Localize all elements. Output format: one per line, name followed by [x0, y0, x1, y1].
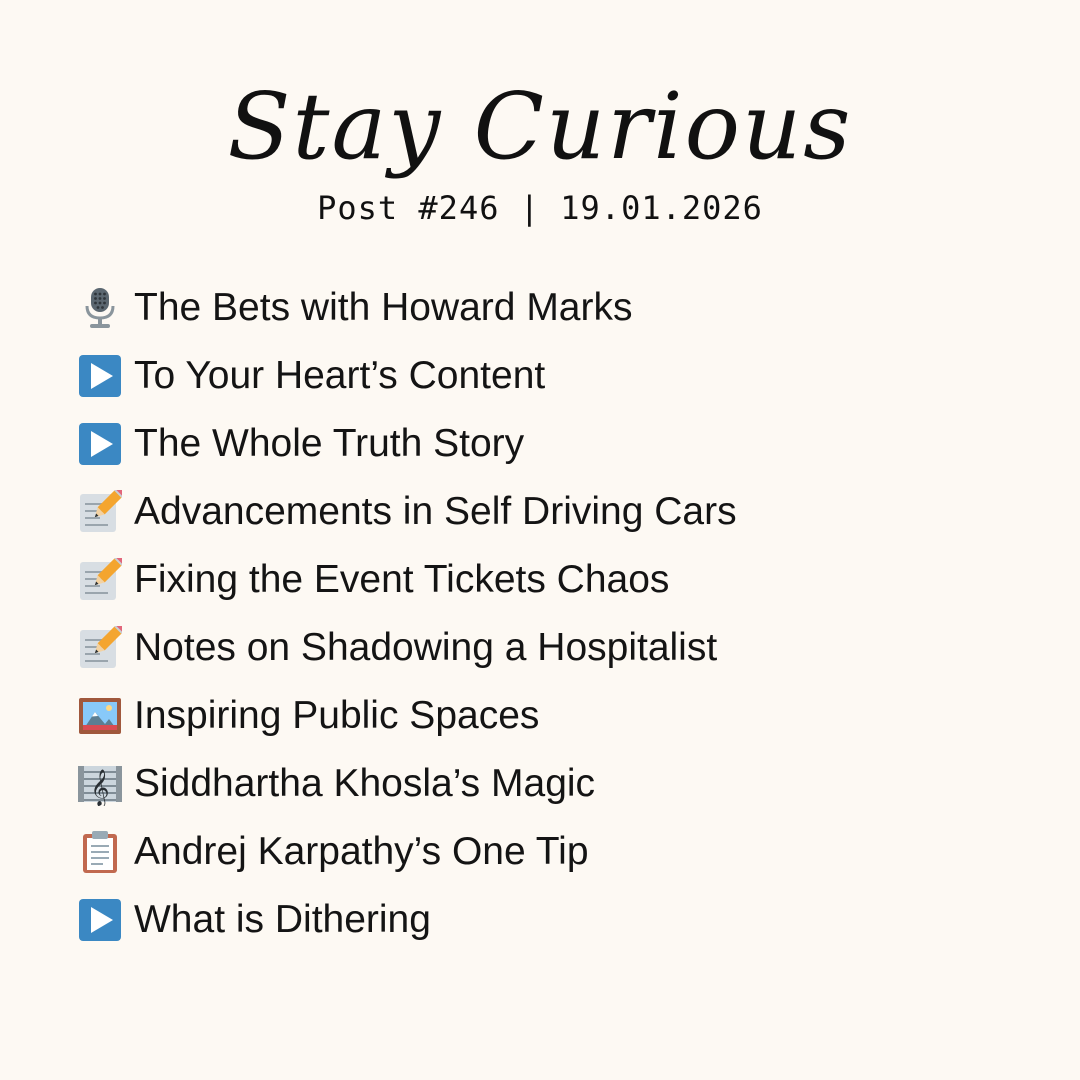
link-list — [78, 274, 1038, 954]
memo-pencil-icon — [78, 626, 122, 670]
memo-pencil-icon — [78, 490, 122, 534]
play-button-icon — [78, 898, 122, 942]
list-item-label: Andrej Karpathy’s One Tip — [134, 830, 589, 873]
list-item-label: The Whole Truth Story — [134, 422, 525, 465]
list-item[interactable] — [78, 818, 1038, 886]
list-item[interactable] — [78, 614, 1038, 682]
svg-text:𝄞: 𝄞 — [90, 768, 110, 806]
list-item[interactable] — [78, 886, 1038, 954]
clipboard-icon — [78, 830, 122, 874]
musical-score-icon — [78, 762, 122, 806]
play-button-icon — [78, 354, 122, 398]
list-item[interactable] — [78, 682, 1038, 750]
post-meta: Post #246 | 19.01.2026 — [317, 189, 763, 227]
microphone-icon — [78, 286, 122, 330]
list-item[interactable] — [78, 478, 1038, 546]
list-item-label: What is Dithering — [134, 898, 431, 941]
list-item[interactable] — [78, 546, 1038, 614]
list-item-label: Inspiring Public Spaces — [134, 694, 540, 737]
list-item[interactable] — [78, 342, 1038, 410]
list-item[interactable] — [78, 410, 1038, 478]
memo-pencil-icon — [78, 558, 122, 602]
list-item-label: Fixing the Event Tickets Chaos — [134, 558, 670, 601]
play-button-icon — [78, 422, 122, 466]
list-item-label: Siddhartha Khosla’s Magic — [134, 762, 596, 805]
page-title: Stay Curious — [227, 73, 853, 180]
list-item[interactable] — [78, 274, 1038, 342]
framed-picture-icon — [78, 694, 122, 738]
list-item-label: Advancements in Self Driving Cars — [134, 490, 737, 533]
list-item-label: To Your Heart’s Content — [134, 354, 546, 397]
list-item-label: The Bets with Howard Marks — [134, 286, 633, 329]
list-item-label: Notes on Shadowing a Hospitalist — [134, 626, 718, 669]
list-item[interactable] — [78, 750, 1038, 818]
